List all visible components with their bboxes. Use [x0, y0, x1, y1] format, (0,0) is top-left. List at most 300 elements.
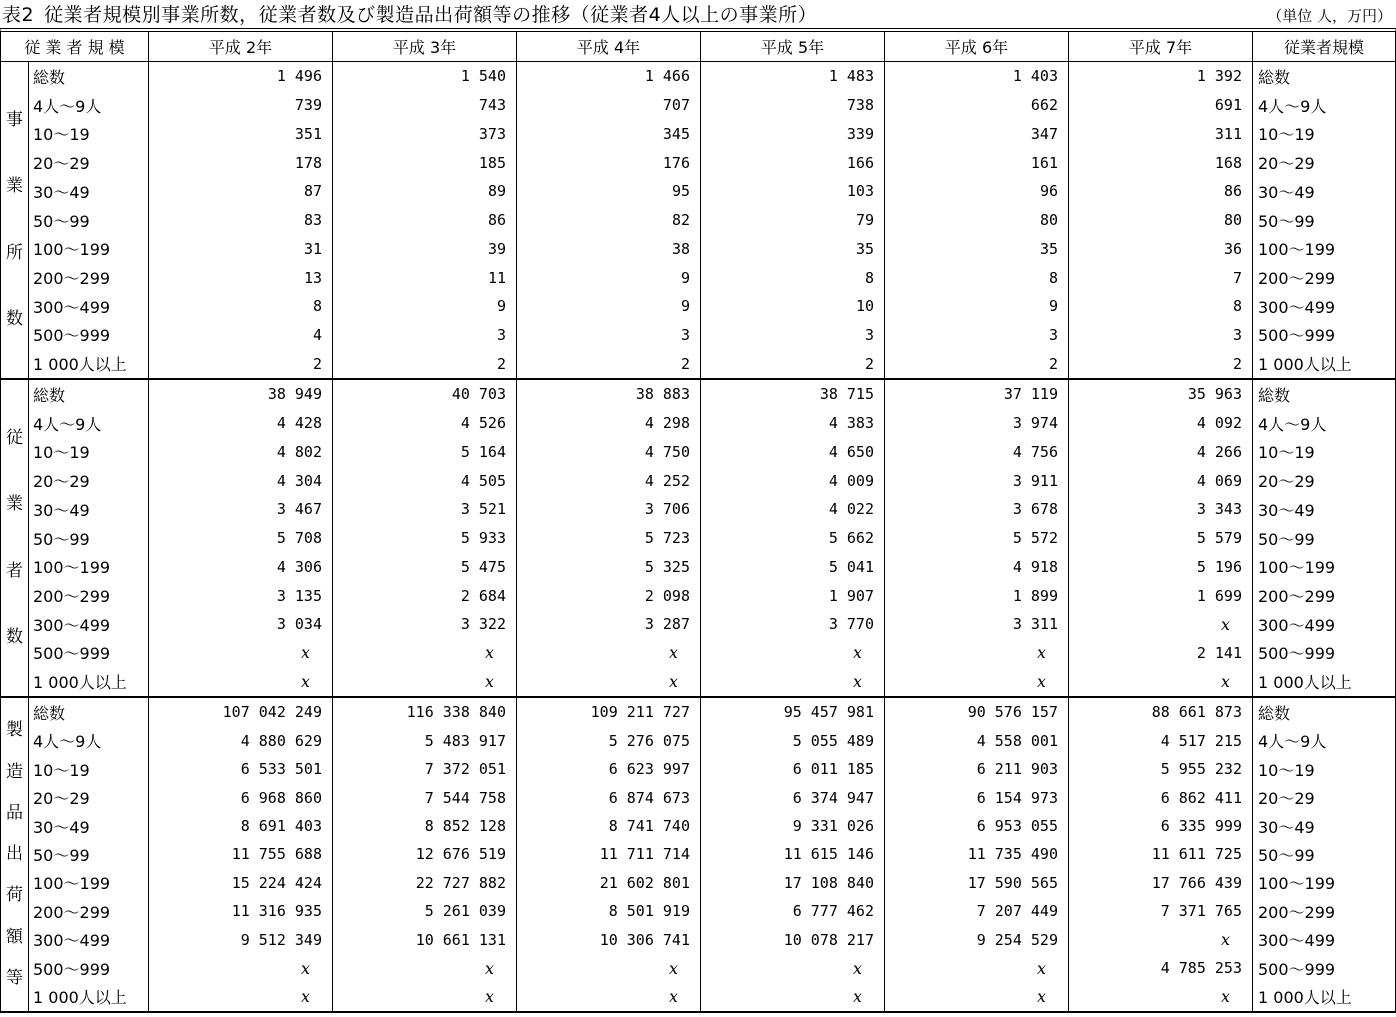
- value: 86: [1223, 182, 1242, 201]
- table-row: [29, 812, 1395, 840]
- size-class-label-right: 20～29: [1258, 154, 1315, 174]
- value: 2 141: [1196, 643, 1242, 662]
- value: 17 590 565: [967, 873, 1058, 892]
- value: 80: [1223, 211, 1242, 230]
- value-cell: [701, 466, 885, 495]
- value-cell: [885, 812, 1069, 840]
- section-vertical-label: [1, 380, 29, 696]
- value: 707: [662, 96, 690, 115]
- value-cell: [885, 524, 1069, 553]
- value-cell: [517, 983, 701, 1011]
- value: 11 735 490: [967, 845, 1058, 864]
- value-cell: [517, 495, 701, 524]
- value-cell: [885, 726, 1069, 754]
- size-class-label-right: 50～99: [1258, 845, 1315, 865]
- value-cell: [1069, 62, 1253, 91]
- value: 8 741 740: [608, 817, 690, 836]
- value: 4 785 253: [1160, 959, 1242, 978]
- vertical-label-char: 荷: [6, 885, 23, 906]
- value: 6 335 999: [1160, 817, 1242, 836]
- value-cell: [517, 639, 701, 668]
- size-class-label-right: 総数: [1258, 703, 1291, 723]
- size-class-label: 200～299: [29, 581, 149, 610]
- value-cell: [333, 148, 517, 177]
- value-cell: [701, 495, 885, 524]
- value: 4 266: [1196, 442, 1242, 461]
- value: 109 211 727: [590, 703, 690, 722]
- value: 4 650: [828, 442, 874, 461]
- table-row: [29, 349, 1395, 378]
- value-cell: [333, 840, 517, 868]
- value-cell: [149, 897, 333, 925]
- table-row: [29, 263, 1395, 292]
- value-cell: [885, 62, 1069, 91]
- value-cell: [701, 755, 885, 783]
- value-cell: [333, 263, 517, 292]
- size-class-label: 1 000人以上: [29, 667, 149, 696]
- value: 12 676 519: [415, 845, 506, 864]
- value-cell: [333, 437, 517, 466]
- table-row: [29, 698, 1395, 726]
- size-class-label-right: 300～499: [1258, 615, 1336, 635]
- size-class-label: 総数: [29, 380, 149, 409]
- value-cell: [701, 380, 885, 409]
- value-cell: [149, 610, 333, 639]
- size-class-label-right: 100～199: [1258, 240, 1336, 260]
- value-cell: [333, 206, 517, 235]
- size-class-label: 20～29: [29, 148, 149, 177]
- value: 9: [1048, 297, 1058, 316]
- value: 5 276 075: [608, 731, 690, 750]
- value: 35: [1039, 239, 1058, 258]
- size-class-label: 100～199: [29, 234, 149, 263]
- value: 178: [294, 153, 322, 172]
- size-class-label-right: 20～29: [1258, 472, 1315, 492]
- value-cell: [149, 812, 333, 840]
- value: 1 392: [1196, 67, 1242, 86]
- value-cell: [517, 698, 701, 726]
- value-cell: [333, 869, 517, 897]
- value: 6 623 997: [608, 760, 690, 779]
- value-cell: [149, 726, 333, 754]
- value: 5 475: [460, 557, 506, 576]
- size-class-label: 50～99: [29, 840, 149, 868]
- value-cell: [1069, 926, 1253, 954]
- size-class-label-right: 500～999: [1258, 959, 1336, 979]
- suppressed-value: x: [484, 643, 494, 663]
- table-row: [29, 437, 1395, 466]
- value: 3: [496, 325, 506, 344]
- value-cell: [333, 380, 517, 409]
- value: 9 331 026: [792, 817, 874, 836]
- value-cell: [149, 119, 333, 148]
- table-title-text: 従業者規模別事業所数，従業者数及び製造品出荷額等の推移（従業者4人以上の事業所）: [44, 4, 818, 26]
- table-row: [29, 954, 1395, 982]
- value-cell: [1069, 234, 1253, 263]
- value-cell: [885, 234, 1069, 263]
- value-cell: [885, 409, 1069, 438]
- value: 5 196: [1196, 557, 1242, 576]
- value: 2 098: [644, 586, 690, 605]
- value: 6 011 185: [792, 760, 874, 779]
- value: 185: [478, 153, 506, 172]
- value: 4 918: [1012, 557, 1058, 576]
- vertical-label-char: 所: [6, 242, 23, 263]
- value: 35 963: [1187, 385, 1242, 404]
- value-cell: [517, 812, 701, 840]
- value-cell: [517, 177, 701, 206]
- size-class-label-right: 50～99: [1258, 529, 1315, 549]
- value: 2: [680, 354, 690, 373]
- value-cell: [1069, 437, 1253, 466]
- value: 6 533 501: [240, 760, 322, 779]
- value: 89: [487, 182, 506, 201]
- value: 37 119: [1003, 385, 1058, 404]
- value: 5 483 917: [424, 731, 506, 750]
- value: 6 874 673: [608, 788, 690, 807]
- value: 103: [846, 182, 874, 201]
- value: 5 955 232: [1160, 760, 1242, 779]
- value-cell: [333, 667, 517, 696]
- value-cell: [517, 869, 701, 897]
- value-cell: [1069, 755, 1253, 783]
- vertical-label-char: 業: [6, 176, 23, 197]
- value: 347: [1030, 124, 1058, 143]
- value: 6 862 411: [1160, 788, 1242, 807]
- value: 4 022: [828, 500, 874, 519]
- value-cell: [701, 119, 885, 148]
- value: 11 316 935: [231, 902, 322, 921]
- value: 8: [312, 297, 322, 316]
- table-row: [29, 177, 1395, 206]
- table-row: [29, 926, 1395, 954]
- value-cell: [517, 783, 701, 811]
- size-class-label-right: 500～999: [1258, 326, 1336, 346]
- value-cell: [333, 755, 517, 783]
- size-class-label: 300～499: [29, 292, 149, 321]
- value-cell: [701, 897, 885, 925]
- table-row: [29, 639, 1395, 668]
- value-cell: [333, 610, 517, 639]
- value: 17 108 840: [783, 873, 874, 892]
- table-row: [29, 91, 1395, 120]
- value-cell: [885, 552, 1069, 581]
- value-cell: [1069, 840, 1253, 868]
- value: 351: [294, 124, 322, 143]
- size-class-label-right: 10～19: [1258, 760, 1315, 780]
- value-cell: [517, 552, 701, 581]
- value-cell: [701, 206, 885, 235]
- value: 2 684: [460, 586, 506, 605]
- value-cell: [149, 349, 333, 378]
- value: 21 602 801: [599, 873, 690, 892]
- size-class-label-right: 300～499: [1258, 931, 1336, 951]
- value: 3: [1048, 325, 1058, 344]
- value-cell: [1069, 552, 1253, 581]
- value: 7 372 051: [424, 760, 506, 779]
- value: 7: [1232, 268, 1242, 287]
- value-cell: [517, 755, 701, 783]
- value: 3 322: [460, 615, 506, 634]
- suppressed-value: x: [1036, 672, 1046, 692]
- value-cell: [149, 552, 333, 581]
- value-cell: [333, 983, 517, 1011]
- value-cell: [149, 524, 333, 553]
- value: 1 496: [276, 67, 322, 86]
- value: 3: [1232, 325, 1242, 344]
- size-class-label-right: 1 000人以上: [1258, 673, 1352, 693]
- value-cell: [149, 466, 333, 495]
- size-class-label: 50～99: [29, 206, 149, 235]
- value-cell: [149, 581, 333, 610]
- size-class-label: 総数: [29, 62, 149, 91]
- size-class-label-right: 4人～9人: [1258, 414, 1327, 434]
- value: 5 723: [644, 529, 690, 548]
- value-cell: [701, 292, 885, 321]
- value: 2: [1232, 354, 1242, 373]
- value: 11: [487, 268, 506, 287]
- value-cell: [333, 812, 517, 840]
- section-rows: [29, 62, 1395, 378]
- value-cell: [885, 380, 1069, 409]
- value-cell: [333, 698, 517, 726]
- value-cell: [1069, 409, 1253, 438]
- value: 22 727 882: [415, 873, 506, 892]
- size-class-label: 300～499: [29, 926, 149, 954]
- value: 86: [487, 211, 506, 230]
- value: 79: [855, 211, 874, 230]
- value-cell: [1069, 148, 1253, 177]
- table-row: [29, 495, 1395, 524]
- value: 6 953 055: [976, 817, 1058, 836]
- suppressed-value: x: [300, 672, 310, 692]
- header-size-class-right: 従業者規模: [1283, 38, 1364, 57]
- value-cell: [1069, 292, 1253, 321]
- value: 4 505: [460, 471, 506, 490]
- value-cell: [149, 698, 333, 726]
- table-row: [29, 581, 1395, 610]
- value: 9 512 349: [240, 930, 322, 949]
- value: 11 611 725: [1151, 845, 1242, 864]
- value-cell: [701, 349, 885, 378]
- value-cell: [333, 177, 517, 206]
- size-class-label: 30～49: [29, 177, 149, 206]
- value-cell: [1069, 321, 1253, 350]
- vertical-label-char: 額: [6, 926, 23, 947]
- suppressed-value: x: [484, 672, 494, 692]
- value: 4 880 629: [240, 731, 322, 750]
- vertical-label-char: 出: [6, 844, 23, 864]
- table-row: [29, 234, 1395, 263]
- value-cell: [885, 667, 1069, 696]
- value-cell: [701, 524, 885, 553]
- size-class-label-right: 500～999: [1258, 644, 1336, 664]
- size-class-label: 200～299: [29, 897, 149, 925]
- value: 10: [855, 297, 874, 316]
- value: 3 135: [276, 586, 322, 605]
- value-cell: [885, 206, 1069, 235]
- size-class-label-right: 30～49: [1258, 500, 1315, 520]
- value: 345: [662, 124, 690, 143]
- value-cell: [701, 812, 885, 840]
- value: 166: [846, 153, 874, 172]
- value-cell: [885, 926, 1069, 954]
- table-row: [29, 983, 1395, 1011]
- value-cell: [333, 552, 517, 581]
- size-class-label-right: 100～199: [1258, 558, 1336, 578]
- value-cell: [333, 91, 517, 120]
- header-size-class: 従 業 者 規 模: [1, 32, 149, 61]
- vertical-label-char: 従: [6, 427, 23, 448]
- size-class-label: 4人～9人: [29, 726, 149, 754]
- header-year-h4: 平成 4年: [517, 32, 701, 61]
- value: 4 756: [1012, 442, 1058, 461]
- value: 5 041: [828, 557, 874, 576]
- value-cell: [701, 840, 885, 868]
- value-cell: [1069, 380, 1253, 409]
- value-cell: [149, 755, 333, 783]
- suppressed-value: x: [484, 958, 494, 978]
- value-cell: [517, 437, 701, 466]
- value-cell: [333, 726, 517, 754]
- value: 3 974: [1012, 414, 1058, 433]
- value: 4: [312, 325, 322, 344]
- value-cell: [149, 148, 333, 177]
- value: 4 069: [1196, 471, 1242, 490]
- value: 10 306 741: [599, 930, 690, 949]
- value: 4 092: [1196, 414, 1242, 433]
- value: 38 715: [819, 385, 874, 404]
- table-row: [29, 869, 1395, 897]
- value: 9 254 529: [976, 930, 1058, 949]
- value-cell: [149, 667, 333, 696]
- value-cell: [701, 954, 885, 982]
- value-cell: [333, 897, 517, 925]
- value: 87: [303, 182, 322, 201]
- value: 4 304: [276, 471, 322, 490]
- size-class-label: 4人～9人: [29, 409, 149, 438]
- value-cell: [701, 581, 885, 610]
- vertical-label-char: 数: [6, 309, 23, 330]
- value-cell: [701, 869, 885, 897]
- value: 11 615 146: [783, 845, 874, 864]
- value: 5 261 039: [424, 902, 506, 921]
- value: 662: [1030, 96, 1058, 115]
- value: 9: [496, 297, 506, 316]
- value-cell: [517, 726, 701, 754]
- value-cell: [333, 954, 517, 982]
- suppressed-value: x: [1220, 987, 1230, 1007]
- value: 4 526: [460, 414, 506, 433]
- table-header-row: [1, 32, 1395, 62]
- size-class-label: 4人～9人: [29, 91, 149, 120]
- suppressed-value: x: [852, 958, 862, 978]
- value: 2: [496, 354, 506, 373]
- size-class-label-right: 20～29: [1258, 789, 1315, 809]
- table-row: [29, 840, 1395, 868]
- value: 3 521: [460, 500, 506, 519]
- value: 1 483: [828, 67, 874, 86]
- value: 176: [662, 153, 690, 172]
- value: 9: [680, 268, 690, 287]
- size-class-label: 30～49: [29, 495, 149, 524]
- value-cell: [885, 783, 1069, 811]
- value-cell: [701, 698, 885, 726]
- value: 5 933: [460, 529, 506, 548]
- value: 6 211 903: [976, 760, 1058, 779]
- value-cell: [1069, 726, 1253, 754]
- value: 3 343: [1196, 500, 1242, 519]
- value: 11 711 714: [599, 845, 690, 864]
- value: 6 374 947: [792, 788, 874, 807]
- suppressed-value: x: [300, 987, 310, 1007]
- value: 17 766 439: [1151, 873, 1242, 892]
- value-cell: [885, 437, 1069, 466]
- value-cell: [333, 466, 517, 495]
- value-cell: [701, 726, 885, 754]
- value: 38: [671, 239, 690, 258]
- value: 3 034: [276, 615, 322, 634]
- table-row: [29, 409, 1395, 438]
- value-cell: [1069, 954, 1253, 982]
- value-cell: [149, 639, 333, 668]
- value: 5 708: [276, 529, 322, 548]
- value: 36: [1223, 239, 1242, 258]
- vertical-label-char: 数: [6, 627, 23, 648]
- value: 3 311: [1012, 615, 1058, 634]
- table-row: [29, 610, 1395, 639]
- value: 8: [864, 268, 874, 287]
- table-row: [29, 148, 1395, 177]
- value: 3: [680, 325, 690, 344]
- value-cell: [885, 495, 1069, 524]
- value-cell: [701, 62, 885, 91]
- table-row: [29, 466, 1395, 495]
- size-class-label-right: 30～49: [1258, 182, 1315, 202]
- value: 90 576 157: [967, 703, 1058, 722]
- value-cell: [149, 783, 333, 811]
- value: 5 055 489: [792, 731, 874, 750]
- value-cell: [517, 667, 701, 696]
- value-cell: [517, 263, 701, 292]
- value-cell: [885, 581, 1069, 610]
- value: 5 572: [1012, 529, 1058, 548]
- value: 1 466: [644, 67, 690, 86]
- value: 1 699: [1196, 586, 1242, 605]
- value-cell: [701, 409, 885, 438]
- table-row: [29, 755, 1395, 783]
- value-cell: [149, 91, 333, 120]
- value-cell: [885, 954, 1069, 982]
- value: 168: [1214, 153, 1242, 172]
- value-cell: [1069, 91, 1253, 120]
- section-vertical-label: [1, 698, 29, 1011]
- table-row: [29, 119, 1395, 148]
- table-row: [29, 321, 1395, 350]
- value: 8 691 403: [240, 817, 322, 836]
- value: 11 755 688: [231, 845, 322, 864]
- value-cell: [1069, 466, 1253, 495]
- suppressed-value: x: [668, 643, 678, 663]
- value: 5 164: [460, 442, 506, 461]
- size-class-label-right: 300～499: [1258, 297, 1336, 317]
- value: 4 558 001: [976, 731, 1058, 750]
- size-class-label: 10～19: [29, 119, 149, 148]
- statistics-table: [0, 28, 1396, 1013]
- value: 739: [294, 96, 322, 115]
- value: 5 662: [828, 529, 874, 548]
- size-class-label: 1 000人以上: [29, 349, 149, 378]
